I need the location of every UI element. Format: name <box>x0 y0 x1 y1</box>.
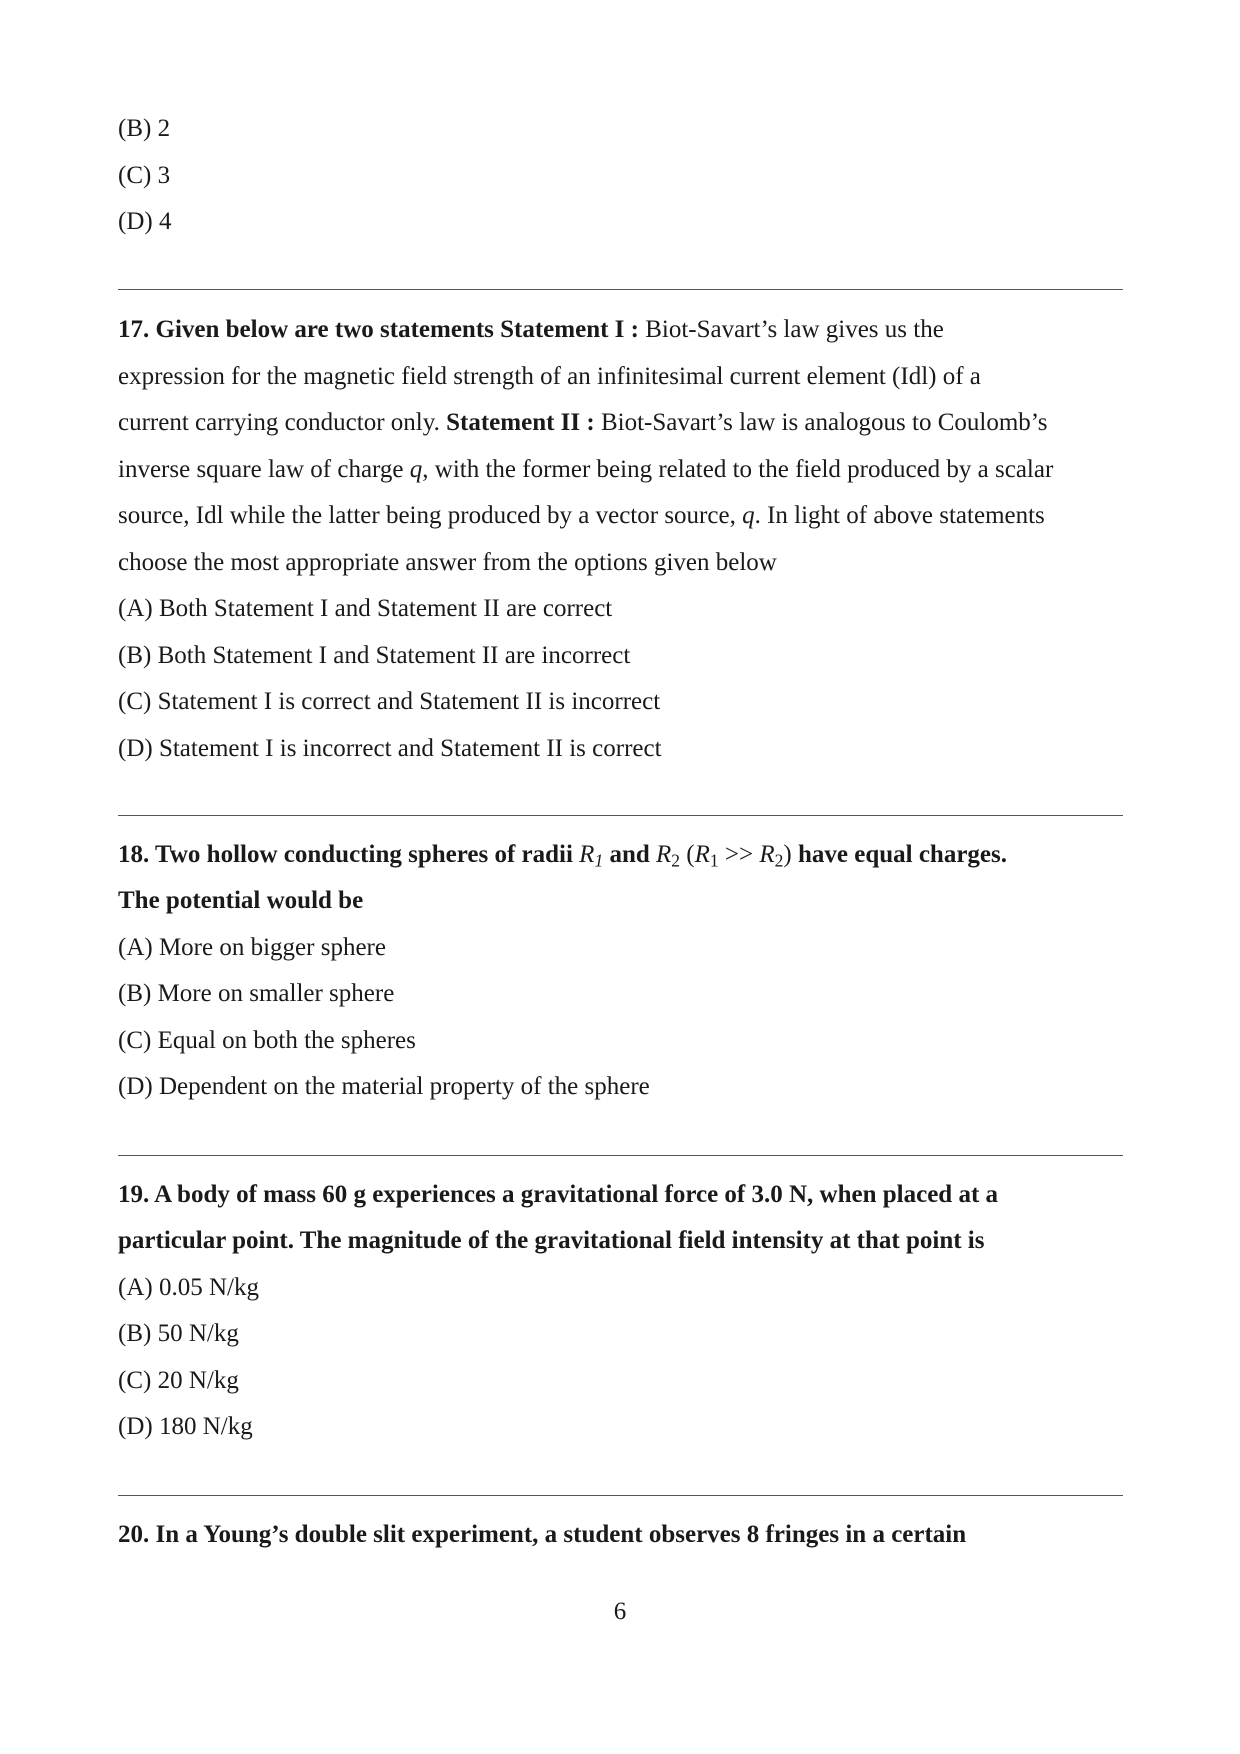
q17-line-1-tail: Biot-Savart’s law gives us the <box>645 316 944 343</box>
statement-1-label: Statement I : <box>500 316 639 343</box>
statement-2-label: Statement II : <box>446 409 595 436</box>
q18-option-c: (C) Equal on both the spheres <box>118 1027 416 1054</box>
q19-line-1: 19. A body of mass 60 g experiences a gravitational force of 3.0 N, when placed at a <box>118 1181 999 1208</box>
q18-tail: have equal charges. <box>797 841 1007 868</box>
q18-option-b: (B) More on smaller sphere <box>118 980 395 1007</box>
q19-option-c: (C) 20 N/kg <box>118 1367 239 1394</box>
q17-line-1 <box>118 315 944 345</box>
q16-option-c: (C) 3 <box>118 162 171 189</box>
q18-line-1 <box>118 840 1007 870</box>
q20-line-1: 20. In a Young’s double slit experiment, a student observes 8 fringes in a certain <box>118 1521 967 1548</box>
q17-option-a: (A) Both Statement I and Statement II are correct <box>118 595 613 622</box>
q17-option-c: (C) Statement I is correct and Statement II is incorrect <box>118 688 661 715</box>
q17-line-4 <box>118 455 1053 485</box>
q17-line-3 <box>118 408 1047 438</box>
divider <box>118 1155 1123 1156</box>
q17-line-4-tail: , with the former being related to the field produced by a scalar <box>422 456 1054 483</box>
q17-line-5-tail: . In light of above statements <box>754 502 1045 529</box>
q17-lead: Given below are two statements <box>155 316 494 343</box>
q17-line-3-tail: Biot-Savart’s law is analogous to Coulomb’s <box>600 409 1048 436</box>
charge-variable: q <box>742 502 755 529</box>
q19-option-b: (B) 50 N/kg <box>118 1320 239 1347</box>
q17-option-d: (D) Statement I is incorrect and Statement II is correct <box>118 735 662 762</box>
q16-option-b: (B) 2 <box>118 115 171 142</box>
divider <box>118 815 1123 816</box>
radius-r1: $R_1$ <box>579 841 604 871</box>
q17-number: 17. <box>118 316 150 343</box>
q17-line-2: expression for the magnetic field strength of an infinitesimal current element (Idl) of a <box>118 363 981 390</box>
q17-line-3-head: current carrying conductor only. <box>118 409 440 436</box>
q18-and: and <box>609 841 650 868</box>
charge-variable: q <box>409 456 423 483</box>
q19-option-a: (A) 0.05 N/kg <box>118 1274 259 1301</box>
q17-option-b: (B) Both Statement I and Statement II are incorrect <box>118 642 631 669</box>
radius-relation: $R_2$ $(R_1 >> R_2)$ <box>656 841 792 871</box>
q18-line-2: The potential would be <box>118 887 364 914</box>
q17-line-5 <box>118 501 1045 531</box>
q19-line-2: particular point. The magnitude of the gravitational field intensity at that point is <box>118 1227 985 1254</box>
q18-option-d: (D) Dependent on the material property of the sphere <box>118 1073 650 1100</box>
q17-line-6: choose the most appropriate answer from the options given below <box>118 549 777 576</box>
q16-option-d: (D) 4 <box>118 208 172 235</box>
divider <box>118 1495 1123 1496</box>
q17-line-5-head: source, Idl while the latter being produced by a vector source, <box>118 502 736 529</box>
page-number: 6 <box>613 1598 627 1625</box>
q17-line-4-head: inverse square law of charge <box>118 456 404 483</box>
q19-option-d: (D) 180 N/kg <box>118 1413 253 1440</box>
q18-head: 18. Two hollow conducting spheres of radii <box>118 841 573 868</box>
q18-option-a: (A) More on bigger sphere <box>118 934 386 961</box>
divider <box>118 289 1123 290</box>
